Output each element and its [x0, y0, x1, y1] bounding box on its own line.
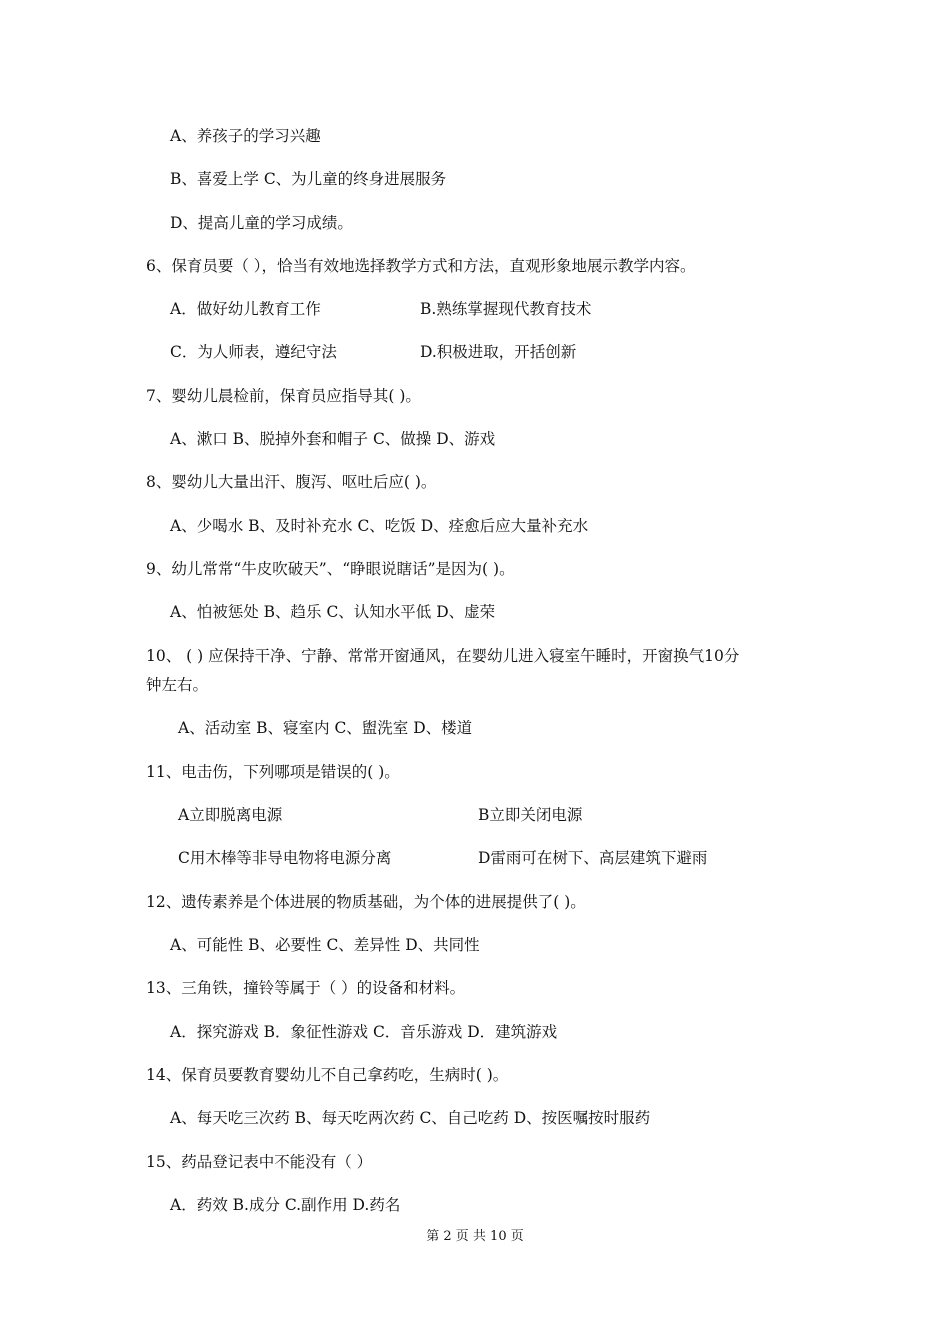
option-b: B立即关闭电源 — [478, 806, 583, 824]
option-line: A、少喝水 B、及时补充水 C、吃饭 D、痊愈后应大量补充水 — [170, 517, 589, 535]
question-8: 8、婴幼儿大量出汗、腹泻、呕吐后应( )。 — [146, 473, 437, 491]
option-d: D.积极进取，开括创新 — [420, 343, 577, 361]
option-a: A立即脱离电源 — [178, 806, 283, 824]
question-12: 12、遗传素养是个体进展的物质基础，为个体的进展提供了( )。 — [146, 893, 586, 911]
question-11: 11、电击伤，下列哪项是错误的( )。 — [146, 763, 400, 781]
question-7: 7、婴幼儿晨检前，保育员应指导其( )。 — [146, 387, 421, 405]
option-line: A．探究游戏 B．象征性游戏 C．音乐游戏 D．建筑游戏 — [170, 1023, 558, 1041]
option-line: A、活动室 B、寝室内 C、盥洗室 D、楼道 — [178, 719, 473, 737]
option-line: A、每天吃三次药 B、每天吃两次药 C、自己吃药 D、按医嘱按时服药 — [170, 1109, 651, 1127]
option-line: A、可能性 B、必要性 C、差异性 D、共同性 — [170, 936, 480, 954]
question-9: 9、幼儿常常“牛皮吹破天”、“睁眼说瞎话”是因为( )。 — [146, 560, 515, 578]
question-10: 10、 ( ) 应保持干净、宁静、常常开窗通风，在婴幼儿进入寝室午睡时，开窗换气10分 — [146, 647, 740, 665]
option-line: D、提高儿童的学习成绩。 — [170, 214, 353, 232]
question-15: 15、药品登记表中不能没有（ ） — [146, 1153, 373, 1171]
option-line: A、养孩子的学习兴趣 — [170, 127, 321, 145]
page-footer: 第 2 页 共 10 页 — [426, 1229, 524, 1244]
option-c: C用木棒等非导电物将电源分离 — [178, 849, 392, 867]
option-a: A．做好幼儿教育工作 — [170, 300, 321, 318]
option-b: B.熟练掌握现代教育技术 — [420, 300, 592, 318]
option-c: C．为人师表，遵纪守法 — [170, 343, 337, 361]
question-10-continued: 钟左右。 — [146, 676, 209, 694]
option-line: A．药效 B.成分 C.副作用 D.药名 — [170, 1196, 401, 1214]
option-line: A、怕被惩处 B、趋乐 C、认知水平低 D、虚荣 — [170, 603, 496, 621]
question-6: 6、保育员要（ ），恰当有效地选择教学方式和方法，直观形象地展示教学内容。 — [146, 257, 696, 275]
option-line: A、漱口 B、脱掉外套和帽子 C、做操 D、游戏 — [170, 430, 496, 448]
option-d: D雷雨可在树下、高层建筑下避雨 — [478, 849, 708, 867]
question-14: 14、保育员要教育婴幼儿不自己拿药吃，生病时( )。 — [146, 1066, 509, 1084]
option-line: B、喜爱上学 C、为儿童的终身进展服务 — [170, 170, 447, 188]
question-13: 13、三角铁，撞铃等属于（ ）的设备和材料。 — [146, 979, 466, 997]
